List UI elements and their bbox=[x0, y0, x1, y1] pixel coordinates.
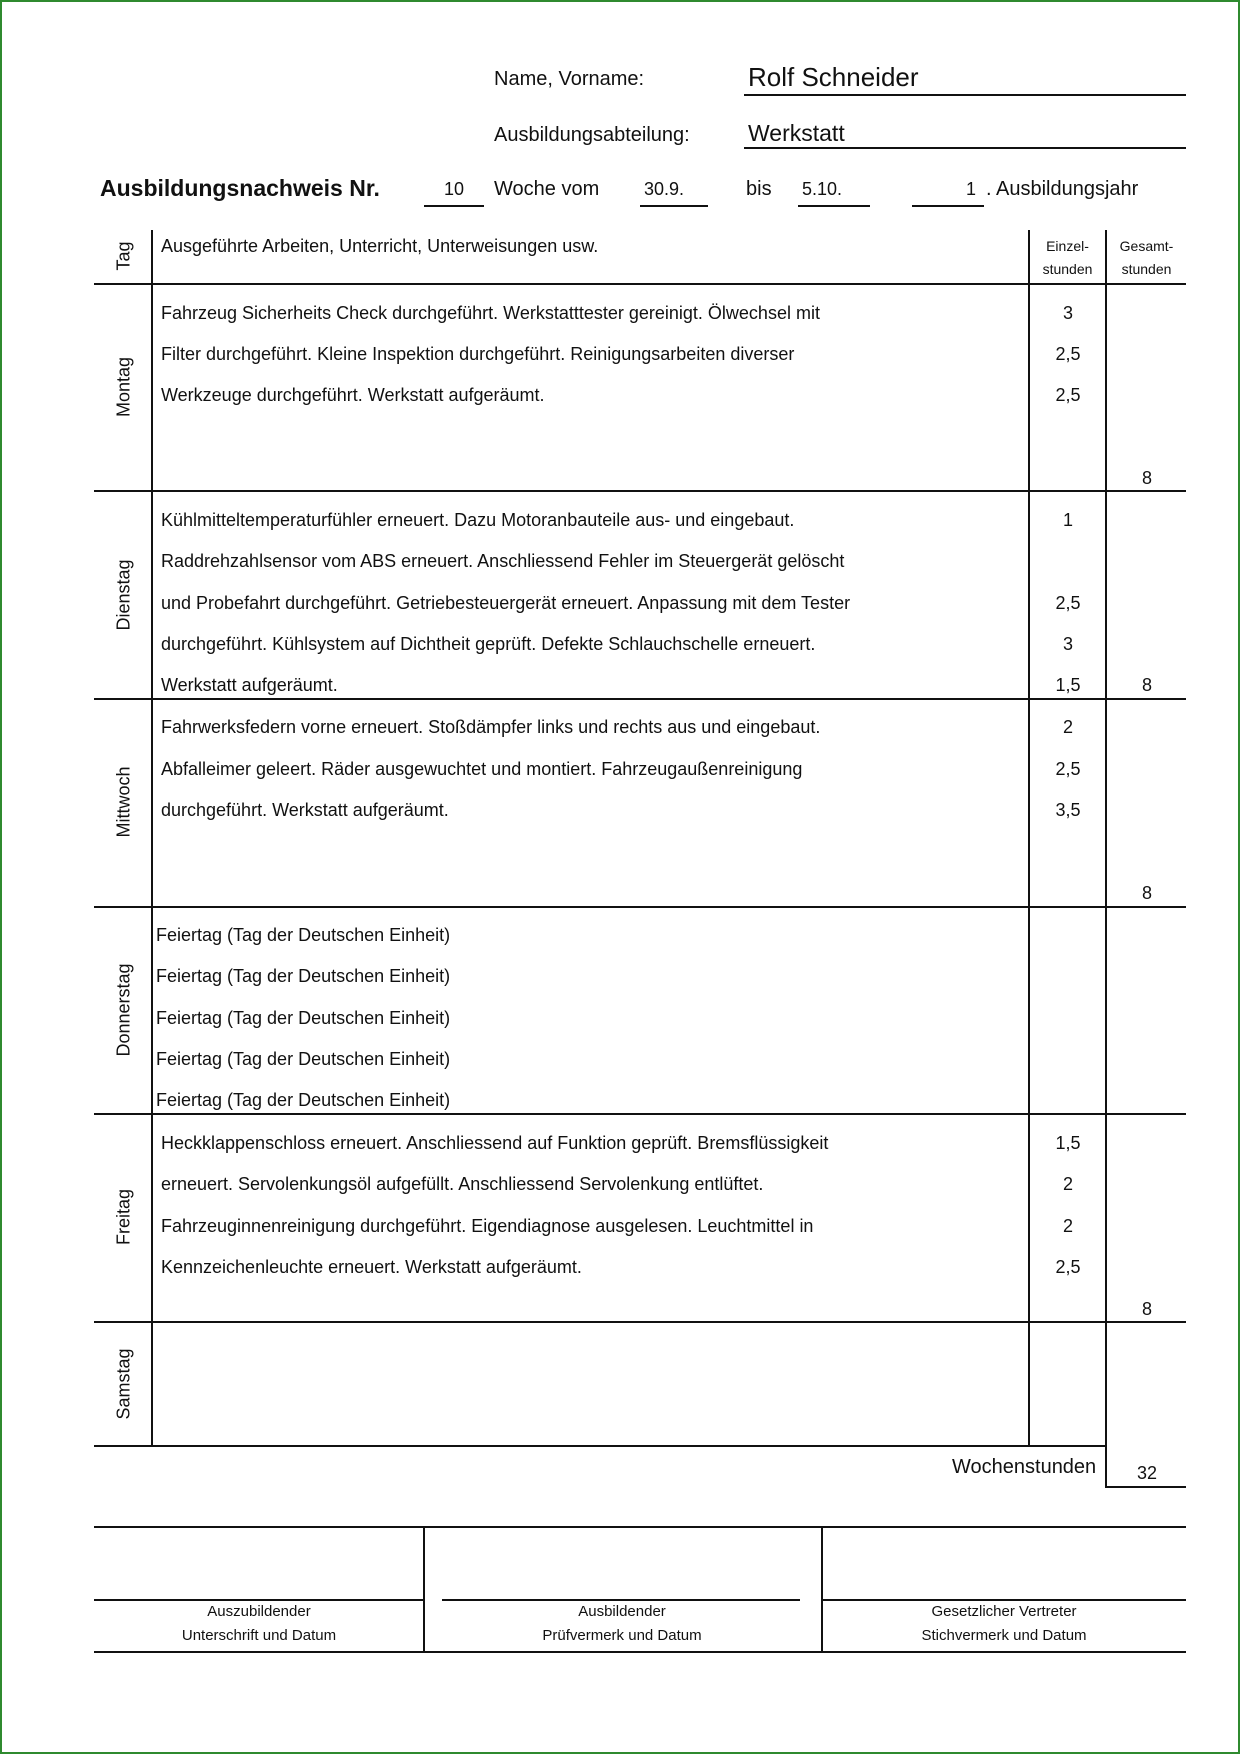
single-hours: 2,5 bbox=[1055, 759, 1081, 779]
work-line: Kennzeichenleuchte erneuert. Werkstatt aufgeräumt. bbox=[161, 1257, 582, 1277]
work-line: Werkstatt aufgeräumt. bbox=[161, 675, 338, 695]
training-year-number: 1 bbox=[966, 179, 977, 199]
row-rule-freitag bbox=[94, 1321, 1186, 1323]
week-hours-underline bbox=[1105, 1486, 1186, 1488]
week-to: 5.10. bbox=[802, 179, 843, 199]
trainer-signature-label bbox=[425, 1600, 819, 1648]
single-hours: 2,5 bbox=[1055, 385, 1081, 405]
single-hours: 2,5 bbox=[1055, 593, 1081, 613]
single-hours: 1 bbox=[1062, 510, 1073, 530]
work-line: Fahrzeug Sicherheits Check durchgeführt. Werkstatttester gereinigt. Ölwechsel mit bbox=[161, 303, 820, 323]
work-line: Feiertag (Tag der Deutschen Einheit) bbox=[156, 925, 451, 945]
work-line: Werkzeuge durchgeführt. Werkstatt aufgeräumt. bbox=[161, 385, 545, 405]
work-line: Feiertag (Tag der Deutschen Einheit) bbox=[156, 1008, 451, 1028]
work-line: Raddrehzahlsensor vom ABS erneuert. Anschliessend Fehler im Steuergerät gelöscht bbox=[161, 551, 845, 571]
work-line: Fahrwerksfedern vorne erneuert. Stoßdämpfer links und rechts aus und eingebaut. bbox=[161, 717, 821, 737]
single-hours: 1,5 bbox=[1055, 1133, 1081, 1153]
work-line: Kühlmitteltemperaturfühler erneuert. Dazu Motoranbauteile aus- und eingebaut. bbox=[161, 510, 795, 530]
day-label-samstag: Samstag bbox=[113, 1348, 134, 1420]
work-line: erneuert. Servolenkungsöl aufgefüllt. Anschliessend Servolenkung entlüftet. bbox=[161, 1174, 764, 1194]
day-label-dienstag: Dienstag bbox=[113, 559, 134, 631]
week-hours-label: Wochenstunden bbox=[952, 1456, 1097, 1478]
col-total-header-2: stunden bbox=[1121, 261, 1172, 277]
day-label-freitag: Freitag bbox=[113, 1188, 134, 1246]
training-year-underline bbox=[912, 205, 984, 207]
week-label: Woche vom bbox=[494, 178, 600, 200]
trainer-signature-caption: Prüfvermerk und Datum bbox=[542, 1627, 702, 1644]
name-underline bbox=[744, 94, 1186, 96]
row-rule-donnerstag bbox=[94, 1113, 1186, 1115]
trainee-signature-label bbox=[94, 1600, 424, 1648]
single-hours: 2,5 bbox=[1055, 344, 1081, 364]
total-hours: 8 bbox=[1141, 883, 1152, 903]
day-label-mittwoch: Mittwoch bbox=[113, 766, 134, 838]
signature-bottom-rule bbox=[94, 1651, 1186, 1653]
work-line: durchgeführt. Werkstatt aufgeräumt. bbox=[161, 800, 449, 820]
day-label-donnerstag: Donnerstag bbox=[113, 963, 134, 1057]
report-number-underline bbox=[424, 205, 484, 207]
work-line: durchgeführt. Kühlsystem auf Dichtheit geprüft. Defekte Schlauchschelle erneuert. bbox=[161, 634, 816, 654]
name-label: Name, Vorname: bbox=[494, 68, 645, 90]
week-to-underline bbox=[798, 205, 870, 207]
day-column-rule bbox=[151, 230, 153, 1445]
col-total-header-1: Gesamt- bbox=[1119, 238, 1174, 254]
week-hours-value: 32 bbox=[1136, 1463, 1158, 1483]
guardian-signature-caption: Stichvermerk und Datum bbox=[921, 1627, 1087, 1644]
day-label-montag: Montag bbox=[113, 356, 134, 418]
col-single-header-2: stunden bbox=[1042, 261, 1093, 277]
col-day-header: Tag bbox=[113, 241, 134, 271]
row-rule-mittwoch bbox=[94, 906, 1186, 908]
work-line: Feiertag (Tag der Deutschen Einheit) bbox=[156, 966, 451, 986]
department-label: Ausbildungsabteilung: bbox=[494, 124, 690, 146]
col-work-header: Ausgeführte Arbeiten, Unterricht, Unterweisungen usw. bbox=[161, 236, 599, 256]
single-hours: 2 bbox=[1062, 1174, 1073, 1194]
trainee-signature-title: Auszubildender bbox=[207, 1603, 311, 1620]
work-line: Heckklappenschloss erneuert. Anschliessend auf Funktion geprüft. Bremsflüssigkeit bbox=[161, 1133, 829, 1153]
name-value: Rolf Schneider bbox=[748, 62, 919, 92]
single-hours: 2 bbox=[1062, 717, 1073, 737]
department-underline bbox=[744, 147, 1186, 149]
single-hours: 2,5 bbox=[1055, 1257, 1081, 1277]
work-line: Fahrzeuginnenreinigung durchgeführt. Eigendiagnose ausgelesen. Leuchtmittel in bbox=[161, 1216, 814, 1236]
total-hours: 8 bbox=[1141, 675, 1152, 695]
table-header-rule bbox=[94, 283, 1186, 285]
row-rule-dienstag bbox=[94, 698, 1186, 700]
single-hours: 3,5 bbox=[1055, 800, 1081, 820]
training-year-label: . Ausbildungsjahr bbox=[986, 178, 1139, 200]
work-line: Feiertag (Tag der Deutschen Einheit) bbox=[156, 1049, 451, 1069]
col-single-header-1: Einzel- bbox=[1046, 238, 1089, 254]
department-value: Werkstatt bbox=[748, 120, 845, 146]
guardian-signature-label bbox=[822, 1600, 1186, 1648]
report-number: 10 bbox=[443, 179, 465, 199]
single-hours-column-rule bbox=[1028, 230, 1030, 1445]
row-rule-montag bbox=[94, 490, 1186, 492]
total-hours: 8 bbox=[1141, 468, 1152, 488]
single-hours: 1,5 bbox=[1055, 675, 1081, 695]
single-hours: 3 bbox=[1062, 303, 1073, 323]
week-from-underline bbox=[640, 205, 708, 207]
guardian-signature-title: Gesetzlicher Vertreter bbox=[931, 1603, 1077, 1620]
work-line: und Probefahrt durchgeführt. Getriebesteuergerät erneuert. Anpassung mit dem Tester bbox=[161, 593, 851, 613]
work-line: Filter durchgeführt. Kleine Inspektion durchgeführt. Reinigungsarbeiten diverser bbox=[161, 344, 795, 364]
work-line: Abfalleimer geleert. Räder ausgewuchtet und montiert. Fahrzeugaußenreinigung bbox=[161, 759, 803, 779]
work-line: Feiertag (Tag der Deutschen Einheit) bbox=[156, 1090, 451, 1110]
single-hours: 3 bbox=[1062, 634, 1073, 654]
total-hours: 8 bbox=[1141, 1299, 1152, 1319]
table-bottom-rule bbox=[94, 1445, 1106, 1447]
bis-label: bis bbox=[746, 178, 772, 200]
single-hours: 2 bbox=[1062, 1216, 1073, 1236]
report-title: Ausbildungsnachweis Nr. bbox=[100, 175, 380, 201]
trainee-signature-caption: Unterschrift und Datum bbox=[181, 1627, 337, 1644]
week-from: 30.9. bbox=[644, 179, 685, 199]
trainer-signature-title: Ausbildender bbox=[578, 1603, 666, 1620]
